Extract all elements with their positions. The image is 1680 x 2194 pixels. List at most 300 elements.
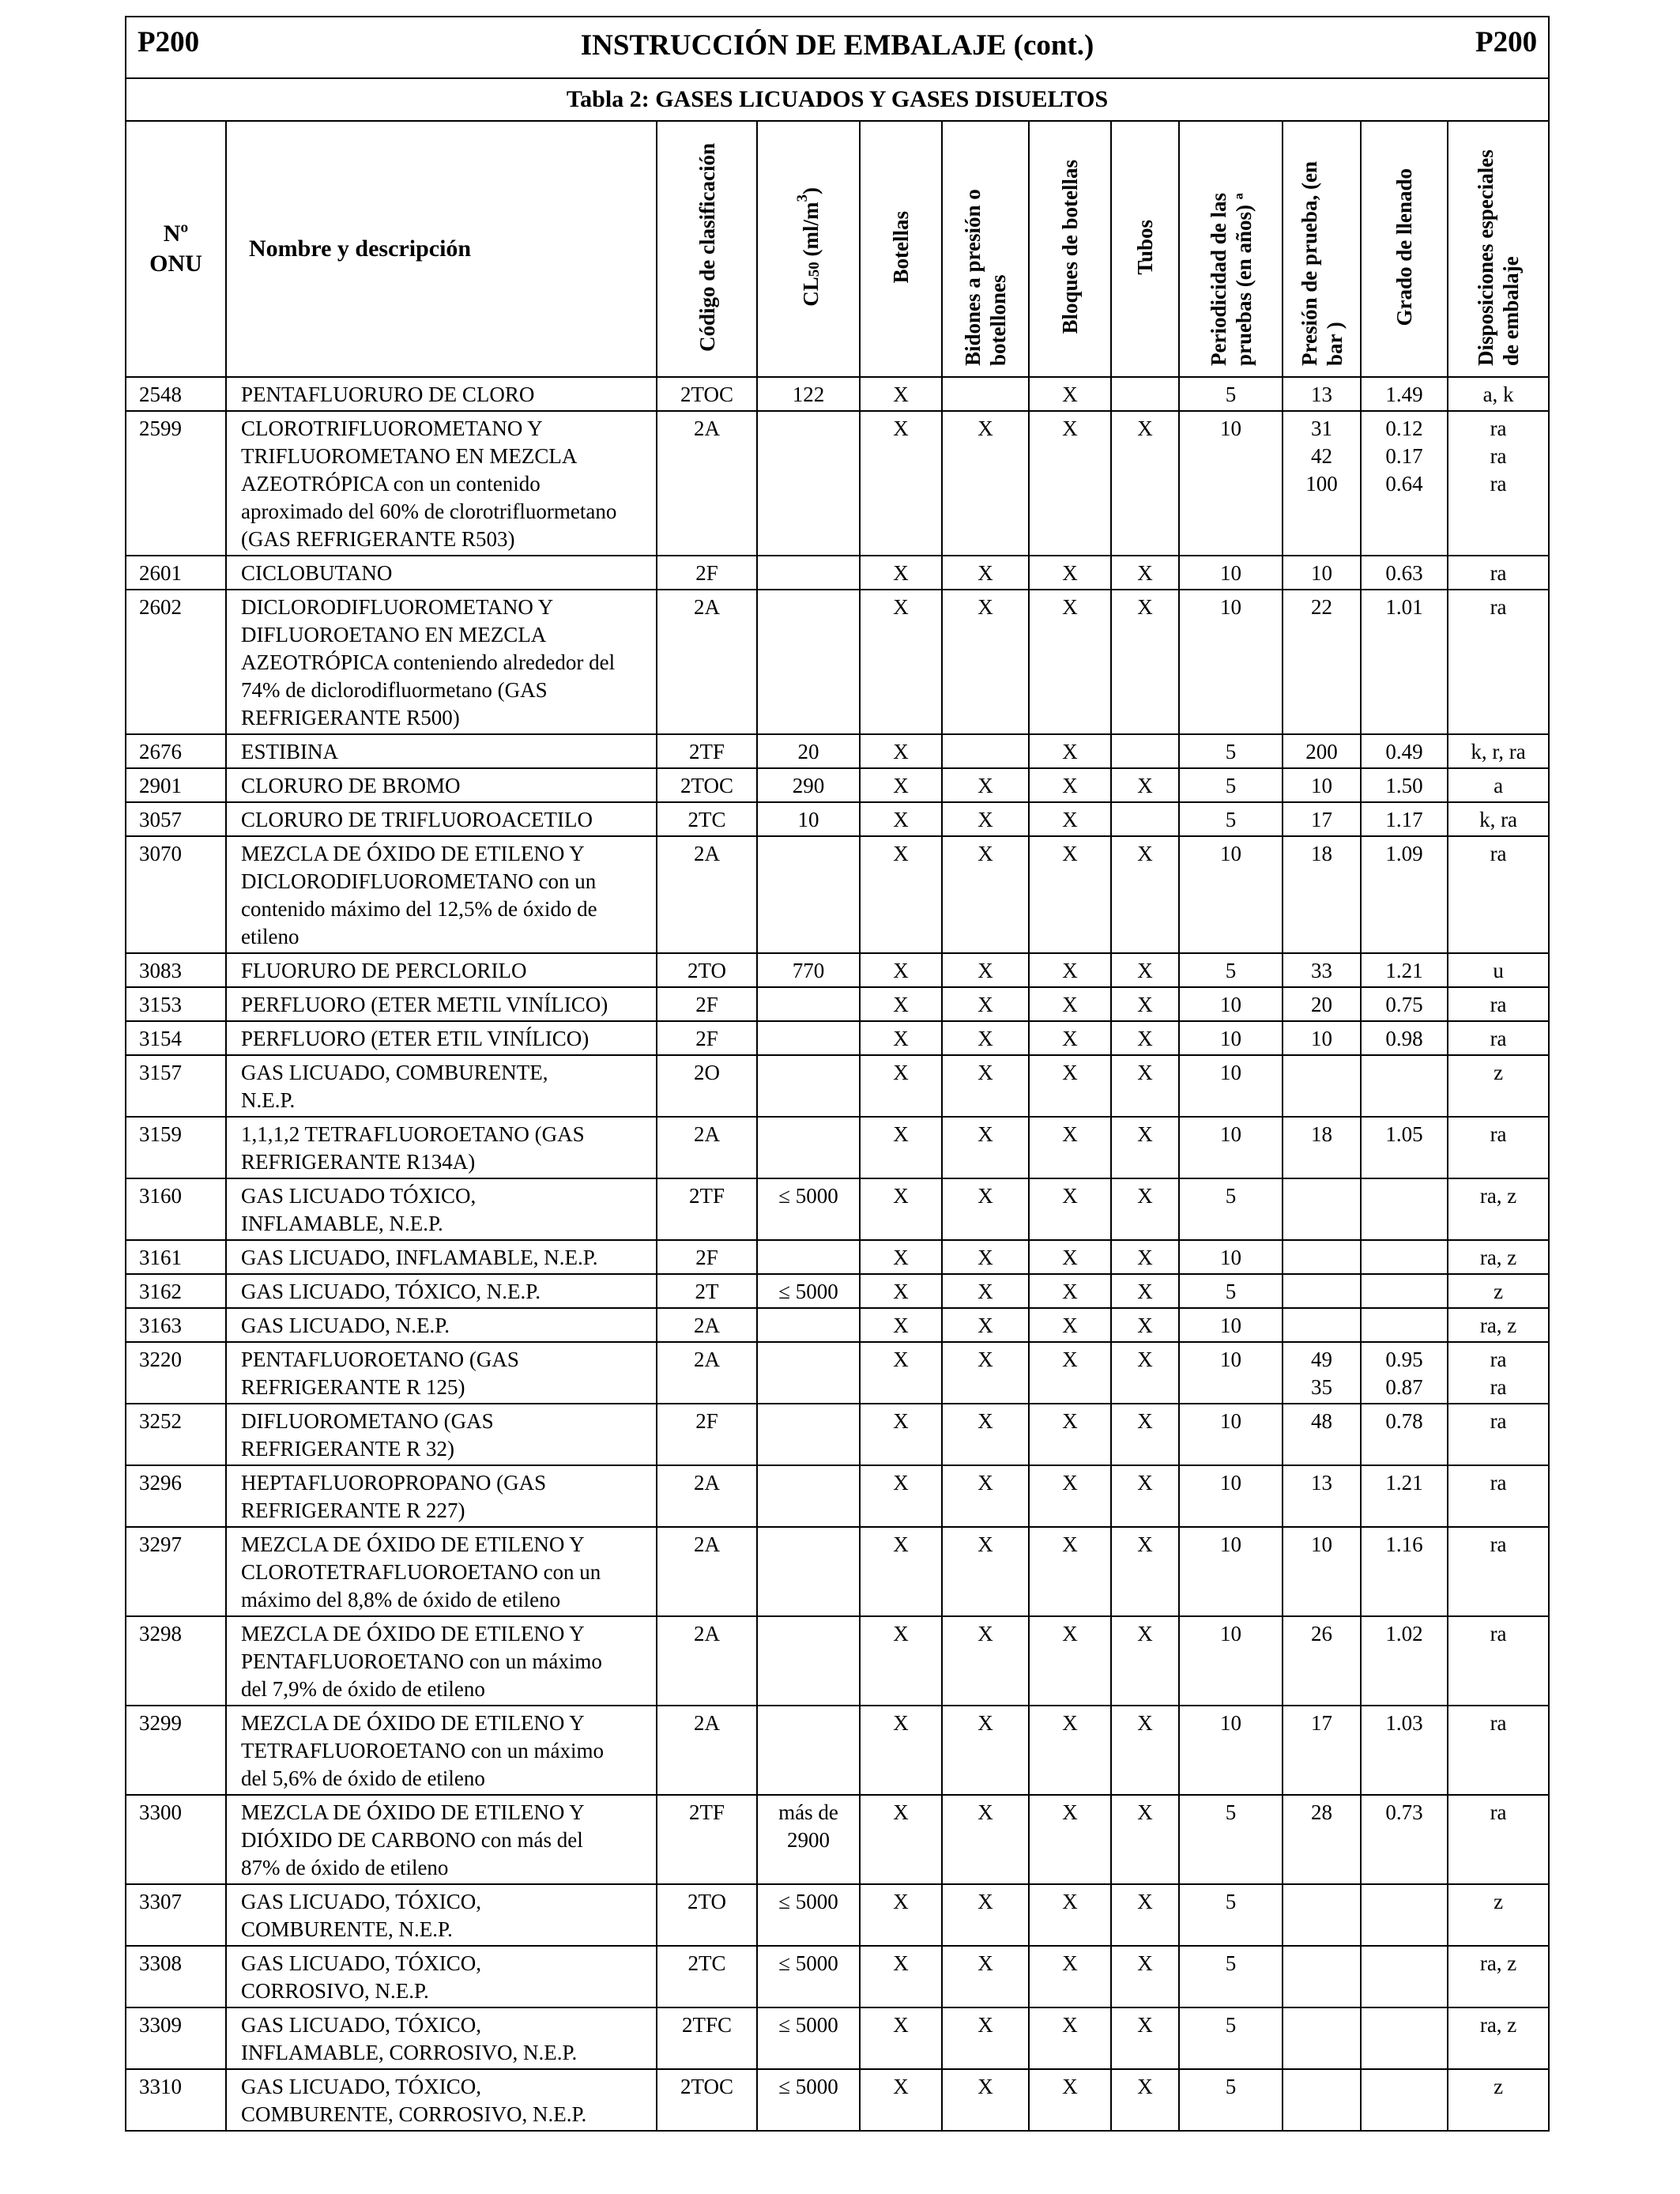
filling-ratio-cell-line: 1.16: [1385, 1532, 1423, 1556]
substance-name-cell-line: DIFLUOROMETANO (GAS: [241, 1409, 494, 1433]
substance-name-cell-line: MEZCLA DE ÓXIDO DE ETILENO Y: [241, 1800, 585, 1824]
substance-name-cell-line: MEZCLA DE ÓXIDO DE ETILENO Y: [241, 1622, 585, 1646]
tubes-cell: X: [1111, 1465, 1179, 1527]
cl50-cell: [757, 1308, 860, 1342]
table-row: [126, 1178, 1549, 1240]
bundles-cell: X: [1029, 1946, 1111, 2007]
classification-code-cell: 2A: [657, 1342, 757, 1404]
special-provisions-cell: [1448, 411, 1549, 556]
onu-number-cell: 3299: [126, 1706, 226, 1795]
onu-number-cell: 2676: [126, 734, 226, 768]
bottles-cell: X: [860, 2069, 942, 2131]
cl50-cell: [757, 2069, 860, 2131]
cl50-cell: [757, 1527, 860, 1616]
col-header-name: Nombre y descripción: [226, 121, 657, 377]
classification-code-cell: 2T: [657, 1274, 757, 1308]
cl50-superscript: 3: [793, 194, 811, 202]
tubes-cell: X: [1111, 2007, 1179, 2069]
onu-number-cell: 3297: [126, 1527, 226, 1616]
onu-number-cell: 2548: [126, 377, 226, 411]
bottles-cell: X: [860, 836, 942, 953]
test-pressure-cell: [1283, 590, 1361, 734]
tubes-cell: X: [1111, 1117, 1179, 1178]
bundles-cell: X: [1029, 1404, 1111, 1465]
filling-ratio-cell: [1361, 2007, 1448, 2069]
substance-name-cell: [226, 556, 657, 590]
tubes-cell: X: [1111, 1706, 1179, 1795]
special-provisions-cell: [1448, 1117, 1549, 1178]
substance-name-cell-line: GAS LICUADO, TÓXICO, N.E.P.: [241, 1280, 541, 1303]
bundles-cell: X: [1029, 768, 1111, 802]
special-provisions-cell: [1448, 377, 1549, 411]
special-provisions-cell: [1448, 734, 1549, 768]
test-pressure-cell: [1283, 1021, 1361, 1055]
substance-name-cell: [226, 1117, 657, 1178]
bottles-cell: X: [860, 556, 942, 590]
tubes-cell: X: [1111, 1021, 1179, 1055]
table-row: [126, 1706, 1549, 1795]
drums-cell: X: [942, 2069, 1029, 2131]
filling-ratio-cell: [1361, 953, 1448, 987]
bottles-cell: X: [860, 1884, 942, 1946]
onu-number-cell: 3296: [126, 1465, 226, 1527]
cl50-end: ): [798, 187, 823, 195]
substance-name-cell-line: CORROSIVO, N.E.P.: [241, 1979, 429, 2003]
filling-ratio-cell-line: 0.78: [1385, 1409, 1423, 1433]
test-period-cell: 5: [1179, 1795, 1283, 1884]
bundles-cell: X: [1029, 556, 1111, 590]
cl50-prefix: CL: [798, 277, 823, 307]
substance-name-cell: [226, 411, 657, 556]
cl50-cell-line: ≤ 5000: [778, 1890, 838, 1913]
bottles-cell: X: [860, 1308, 942, 1342]
classification-code-cell: 2TC: [657, 1946, 757, 2007]
test-pressure-cell-line: 35: [1311, 1375, 1332, 1399]
bundles-cell: X: [1029, 2007, 1111, 2069]
bundles-cell: X: [1029, 1527, 1111, 1616]
cl50-cell: [757, 734, 860, 768]
classification-code-cell: 2A: [657, 411, 757, 556]
bottles-cell: X: [860, 1795, 942, 1884]
special-provisions-cell: [1448, 1342, 1549, 1404]
special-provisions-cell-line: ra: [1490, 1027, 1507, 1050]
test-period-cell: 10: [1179, 1021, 1283, 1055]
substance-name-cell-line: INFLAMABLE, CORROSIVO, N.E.P.: [241, 2041, 578, 2064]
col-header-onu-line2: ONU: [149, 251, 202, 277]
substance-name-cell-line: PENTAFLUOROETANO con un máximo: [241, 1649, 602, 1673]
column-header-row: [126, 121, 1549, 377]
table-row: [126, 1527, 1549, 1616]
test-pressure-cell-line: 28: [1311, 1800, 1332, 1824]
test-period-cell: 5: [1179, 734, 1283, 768]
cl50-cell: [757, 1616, 860, 1706]
col-header-cl50-text: [790, 187, 827, 307]
special-provisions-cell-line: ra: [1490, 1622, 1507, 1646]
drums-cell: X: [942, 1274, 1029, 1308]
classification-code-cell: 2A: [657, 1117, 757, 1178]
test-period-cell: 10: [1179, 411, 1283, 556]
cl50-cell: [757, 1240, 860, 1274]
table-row: [126, 1946, 1549, 2007]
table-row: [126, 2069, 1549, 2131]
substance-name-cell-line: CLORURO DE TRIFLUOROACETILO: [241, 808, 593, 831]
special-provisions-cell: [1448, 1240, 1549, 1274]
instruction-code-right: P200: [1475, 26, 1538, 58]
drums-cell: X: [942, 1021, 1029, 1055]
table-row: [126, 1274, 1549, 1308]
table-row: [126, 2007, 1549, 2069]
bottles-cell: X: [860, 1616, 942, 1706]
special-provisions-cell-line: a: [1494, 774, 1504, 797]
col-header-bottles-text: Botellas: [889, 210, 913, 284]
test-pressure-cell-line: 10: [1311, 561, 1332, 585]
classification-code-cell: 2F: [657, 1240, 757, 1274]
onu-number-cell: 2901: [126, 768, 226, 802]
cl50-cell: [757, 836, 860, 953]
substance-name-cell-line: GAS LICUADO TÓXICO,: [241, 1184, 477, 1208]
special-provisions-cell: [1448, 1527, 1549, 1616]
test-pressure-cell: [1283, 734, 1361, 768]
filling-ratio-cell-line: 1.03: [1385, 1711, 1423, 1735]
bottles-cell: X: [860, 1274, 942, 1308]
test-pressure-cell: [1283, 411, 1361, 556]
substance-name-cell: [226, 768, 657, 802]
special-provisions-cell: [1448, 1308, 1549, 1342]
tubes-cell: X: [1111, 1240, 1179, 1274]
bundles-cell: X: [1029, 2069, 1111, 2131]
special-provisions-cell-line: ra: [1490, 472, 1507, 496]
test-pressure-cell-line: 42: [1311, 444, 1332, 468]
table-row: [126, 1616, 1549, 1706]
bottles-cell: X: [860, 1404, 942, 1465]
filling-ratio-cell-line: 1.49: [1385, 383, 1423, 406]
filling-ratio-cell: [1361, 556, 1448, 590]
test-period-cell: 10: [1179, 1527, 1283, 1616]
filling-ratio-cell-line: 0.63: [1385, 561, 1423, 585]
cl50-cell: [757, 1274, 860, 1308]
classification-code-cell: 2A: [657, 1706, 757, 1795]
test-pressure-cell: [1283, 1706, 1361, 1795]
cl50-cell: [757, 1946, 860, 2007]
special-provisions-cell-line: ra, z: [1479, 2013, 1517, 2037]
bottles-cell: X: [860, 2007, 942, 2069]
filling-ratio-cell: [1361, 1178, 1448, 1240]
test-pressure-cell: [1283, 1342, 1361, 1404]
substance-name-cell: [226, 1706, 657, 1795]
special-provisions-cell-line: a, k: [1482, 383, 1514, 406]
substance-name-cell: [226, 1178, 657, 1240]
test-pressure-cell: [1283, 953, 1361, 987]
onu-number-cell: 3153: [126, 987, 226, 1021]
test-period-cell: 10: [1179, 1117, 1283, 1178]
test-period-cell: 5: [1179, 1884, 1283, 1946]
drums-cell: X: [942, 1308, 1029, 1342]
cl50-cell: [757, 1795, 860, 1884]
onu-number-cell: 2599: [126, 411, 226, 556]
test-pressure-cell: [1283, 802, 1361, 836]
bundles-cell: X: [1029, 1884, 1111, 1946]
special-provisions-cell: [1448, 836, 1549, 953]
test-period-cell: 10: [1179, 1342, 1283, 1404]
drums-cell: [942, 734, 1029, 768]
cl50-cell: [757, 1404, 860, 1465]
special-provisions-cell: [1448, 768, 1549, 802]
test-period-cell: 10: [1179, 1055, 1283, 1117]
classification-code-cell: 2TOC: [657, 768, 757, 802]
drums-cell: X: [942, 802, 1029, 836]
drums-cell: X: [942, 1404, 1029, 1465]
special-provisions-cell-line: ra: [1490, 1375, 1507, 1399]
filling-ratio-cell-line: 0.73: [1385, 1800, 1423, 1824]
col-header-code-text: Código de clasificación: [695, 142, 719, 352]
classification-code-cell: 2A: [657, 590, 757, 734]
col-header-period: [1179, 121, 1283, 377]
onu-number-cell: 3160: [126, 1178, 226, 1240]
test-pressure-cell: [1283, 987, 1361, 1021]
test-pressure-cell: [1283, 377, 1361, 411]
tubes-cell: [1111, 377, 1179, 411]
substance-name-cell: [226, 1616, 657, 1706]
classification-code-cell: 2TFC: [657, 2007, 757, 2069]
table-row: [126, 1795, 1549, 1884]
col-header-pressure-text: Presión de prueba, (en bar ): [1297, 160, 1347, 366]
classification-code-cell: 2A: [657, 1616, 757, 1706]
test-pressure-cell: [1283, 1616, 1361, 1706]
substance-name-cell-line: MEZCLA DE ÓXIDO DE ETILENO Y: [241, 842, 585, 865]
bundles-cell: X: [1029, 1117, 1111, 1178]
substance-name-cell: [226, 836, 657, 953]
test-period-cell: 10: [1179, 1706, 1283, 1795]
bottles-cell: X: [860, 987, 942, 1021]
col-header-code: [657, 121, 757, 377]
instruction-title: INSTRUCCIÓN DE EMBALAJE (cont.): [580, 29, 1094, 62]
col-header-cl50: [757, 121, 860, 377]
onu-number-cell: 3070: [126, 836, 226, 953]
substance-name-cell: [226, 953, 657, 987]
special-provisions-cell-line: ra: [1490, 1409, 1507, 1433]
table-row: [126, 836, 1549, 953]
drums-cell: X: [942, 1117, 1029, 1178]
onu-number-cell: 3300: [126, 1795, 226, 1884]
onu-number-cell: 2601: [126, 556, 226, 590]
filling-ratio-cell: [1361, 590, 1448, 734]
drums-cell: X: [942, 1465, 1029, 1527]
col-header-drums: [942, 121, 1029, 377]
drums-cell: X: [942, 1946, 1029, 2007]
substance-name-cell-line: GAS LICUADO, N.E.P.: [241, 1314, 450, 1337]
col-header-onu-line1: Nº: [163, 221, 189, 247]
cl50-cell: [757, 2007, 860, 2069]
filling-ratio-cell: [1361, 1616, 1448, 1706]
filling-ratio-cell: [1361, 1055, 1448, 1117]
filling-ratio-cell: [1361, 987, 1448, 1021]
test-period-cell: 5: [1179, 802, 1283, 836]
test-period-cell: 5: [1179, 1946, 1283, 2007]
onu-number-cell: 3154: [126, 1021, 226, 1055]
test-pressure-cell: [1283, 556, 1361, 590]
substance-name-cell: [226, 1465, 657, 1527]
filling-ratio-cell: [1361, 1795, 1448, 1884]
special-provisions-cell-line: ra: [1490, 1348, 1507, 1371]
test-pressure-cell-line: 48: [1311, 1409, 1332, 1433]
test-period-cell: 5: [1179, 1178, 1283, 1240]
substance-name-cell: [226, 1946, 657, 2007]
col-header-tubes-text: Tubos: [1133, 219, 1157, 275]
substance-name-cell-line: PERFLUORO (ETER METIL VINÍLICO): [241, 993, 608, 1016]
substance-name-cell: [226, 987, 657, 1021]
test-pressure-cell: [1283, 1274, 1361, 1308]
table-row: [126, 734, 1549, 768]
substance-name-cell: [226, 590, 657, 734]
substance-name-cell: [226, 1527, 657, 1616]
special-provisions-cell: [1448, 1946, 1549, 2007]
drums-cell: X: [942, 1795, 1029, 1884]
tubes-cell: X: [1111, 987, 1179, 1021]
instruction-code-left: P200: [137, 26, 200, 58]
cl50-cell: [757, 802, 860, 836]
bundles-cell: X: [1029, 987, 1111, 1021]
substance-name-cell-line: TETRAFLUOROETANO con un máximo: [241, 1739, 605, 1762]
cl50-cell: [757, 1117, 860, 1178]
substance-name-cell-line: REFRIGERANTE R 125): [241, 1375, 465, 1399]
substance-name-cell-line: CICLOBUTANO: [241, 561, 393, 585]
bundles-cell: X: [1029, 1021, 1111, 1055]
test-pressure-cell-line: 31: [1311, 417, 1332, 440]
col-header-period-text: Periodicidad de las pruebas (en años) ª: [1206, 192, 1256, 366]
tubes-cell: X: [1111, 1178, 1179, 1240]
substance-name-cell-line: N.E.P.: [241, 1088, 296, 1112]
cl50-cell-line: ≤ 5000: [778, 1184, 838, 1208]
bundles-cell: X: [1029, 1706, 1111, 1795]
test-pressure-cell-line: 26: [1311, 1622, 1332, 1646]
filling-ratio-cell: [1361, 768, 1448, 802]
substance-name-cell-line: GAS LICUADO, INFLAMABLE, N.E.P.: [241, 1246, 598, 1269]
test-pressure-cell: [1283, 1465, 1361, 1527]
filling-ratio-cell-line: 0.95: [1385, 1348, 1423, 1371]
test-period-cell: 5: [1179, 953, 1283, 987]
special-provisions-cell-line: ra, z: [1479, 1951, 1517, 1975]
document-page: [125, 16, 1548, 2132]
table-row: [126, 1055, 1549, 1117]
test-period-cell: 10: [1179, 556, 1283, 590]
cl50-cell-line: 2900: [787, 1828, 830, 1852]
test-pressure-cell-line: 22: [1311, 595, 1332, 619]
bottles-cell: X: [860, 411, 942, 556]
filling-ratio-cell: [1361, 1946, 1448, 2007]
classification-code-cell: 2F: [657, 556, 757, 590]
special-provisions-cell: [1448, 1021, 1549, 1055]
substance-name-cell-line: AZEOTRÓPICA con un contenido: [241, 472, 541, 496]
onu-number-cell: 3161: [126, 1240, 226, 1274]
special-provisions-cell-line: ra: [1490, 1711, 1507, 1735]
substance-name-cell-line: del 7,9% de óxido de etileno: [241, 1677, 485, 1701]
bottles-cell: X: [860, 1946, 942, 2007]
bundles-cell: X: [1029, 1178, 1111, 1240]
bundles-cell: X: [1029, 1795, 1111, 1884]
cl50-cell: [757, 1055, 860, 1117]
drums-cell: X: [942, 411, 1029, 556]
test-pressure-cell: [1283, 1308, 1361, 1342]
cl50-cell: [757, 1021, 860, 1055]
test-pressure-cell-line: 33: [1311, 959, 1332, 982]
bundles-cell: X: [1029, 953, 1111, 987]
special-provisions-cell-line: z: [1494, 1280, 1504, 1303]
substance-name-cell-line: máximo del 8,8% de óxido de etileno: [241, 1588, 561, 1612]
onu-number-cell: 3220: [126, 1342, 226, 1404]
test-pressure-cell: [1283, 1404, 1361, 1465]
special-provisions-cell: [1448, 987, 1549, 1021]
cl50-cell: [757, 768, 860, 802]
substance-name-cell-line: HEPTAFLUOROPROPANO (GAS: [241, 1471, 547, 1495]
filling-ratio-cell-line: 1.17: [1385, 808, 1423, 831]
col-header-bottles: [860, 121, 942, 377]
onu-number-cell: 3308: [126, 1946, 226, 2007]
tubes-cell: X: [1111, 1342, 1179, 1404]
tubes-cell: X: [1111, 1795, 1179, 1884]
test-pressure-cell: [1283, 1795, 1361, 1884]
tubes-cell: X: [1111, 590, 1179, 734]
substance-name-cell-line: del 5,6% de óxido de etileno: [241, 1766, 485, 1790]
special-provisions-cell-line: ra: [1490, 561, 1507, 585]
substance-name-cell-line: INFLAMABLE, N.E.P.: [241, 1212, 443, 1235]
bundles-cell: X: [1029, 1465, 1111, 1527]
drums-cell: X: [942, 2007, 1029, 2069]
classification-code-cell: 2TF: [657, 1178, 757, 1240]
substance-name-cell-line: CLOROTETRAFLUOROETANO con un: [241, 1560, 601, 1584]
filling-ratio-cell-line: 0.64: [1385, 472, 1423, 496]
special-provisions-cell-line: ra: [1490, 1532, 1507, 1556]
cl50-cell: [757, 1706, 860, 1795]
tubes-cell: X: [1111, 1946, 1179, 2007]
tubes-cell: X: [1111, 836, 1179, 953]
classification-code-cell: 2TF: [657, 734, 757, 768]
substance-name-cell: [226, 1884, 657, 1946]
bottles-cell: X: [860, 1465, 942, 1527]
tubes-cell: X: [1111, 411, 1179, 556]
tubes-cell: X: [1111, 1055, 1179, 1117]
onu-number-cell: 3157: [126, 1055, 226, 1117]
table-row: [126, 411, 1549, 556]
tubes-cell: X: [1111, 953, 1179, 987]
filling-ratio-cell: [1361, 836, 1448, 953]
cl50-cell-line: 10: [797, 808, 819, 831]
filling-ratio-cell-line: 1.50: [1385, 774, 1423, 797]
test-pressure-cell: [1283, 1884, 1361, 1946]
substance-name-cell-line: REFRIGERANTE R 32): [241, 1437, 454, 1461]
table-row: [126, 377, 1549, 411]
classification-code-cell: 2TF: [657, 1795, 757, 1884]
test-pressure-cell: [1283, 768, 1361, 802]
filling-ratio-cell: [1361, 734, 1448, 768]
substance-name-cell: [226, 802, 657, 836]
test-pressure-cell: [1283, 1117, 1361, 1178]
test-period-cell: 10: [1179, 590, 1283, 734]
col-header-drums-text: Bidones a presión o botellones: [961, 188, 1010, 366]
cl50-cell: [757, 987, 860, 1021]
special-provisions-cell: [1448, 1706, 1549, 1795]
col-header-bundles: [1029, 121, 1111, 377]
special-provisions-cell-line: ra: [1490, 1471, 1507, 1495]
classification-code-cell: 2A: [657, 1308, 757, 1342]
substance-name-cell-line: (GAS REFRIGERANTE R503): [241, 527, 515, 551]
substance-name-cell-line: TRIFLUOROMETANO EN MEZCLA: [241, 444, 578, 468]
bottles-cell: X: [860, 802, 942, 836]
col-header-provisions-text: Disposiciones especiales de embalaje: [1474, 149, 1524, 366]
test-pressure-cell-line: 18: [1311, 1122, 1332, 1146]
col-header-provisions: [1448, 121, 1549, 377]
cl50-cell-line: 770: [792, 959, 825, 982]
tubes-cell: X: [1111, 1274, 1179, 1308]
